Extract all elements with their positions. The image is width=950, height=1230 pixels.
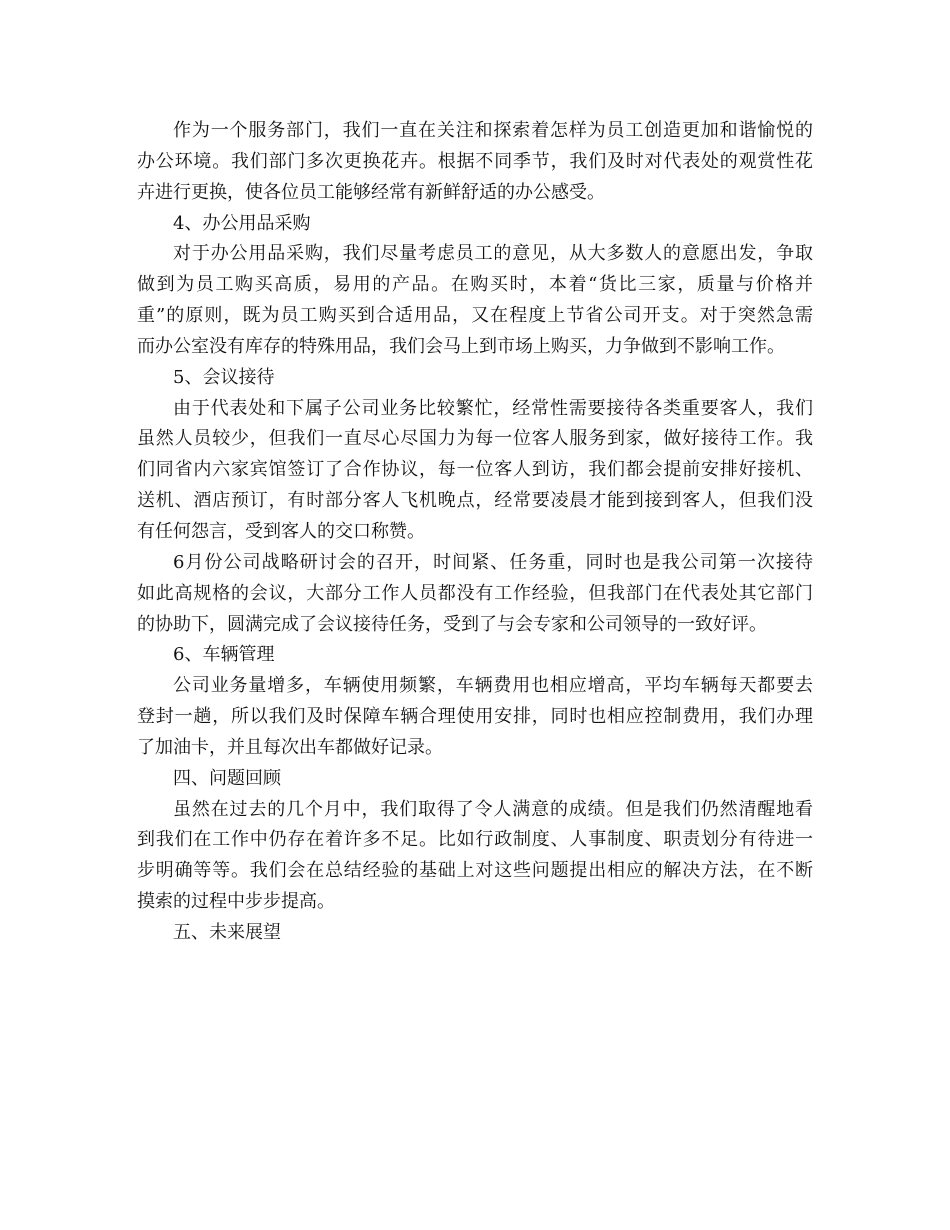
text-line: 公司业务量增多，车辆使用频繁，车辆费用也相应增高，平均车辆每天都要去 <box>173 675 813 697</box>
text-line: 对于办公用品采购，我们尽量考虑员工的意见，从大多数人的意愿出发，争取 <box>173 243 813 265</box>
section-heading: 四、问题回顾 <box>173 767 281 789</box>
text-line: 们同省内六家宾馆签订了合作协议，每一位客人到访，我们都会提前安排好接机、 <box>137 459 813 481</box>
document-page <box>137 116 813 949</box>
text-line: 做到为员工购买高质，易用的产品。在购买时，本着“货比三家，质量与价格并 <box>137 274 813 296</box>
text-line: 步明确等等。我们会在总结经验的基础上对这些问题提出相应的解决方法，在不断 <box>137 860 813 882</box>
text-line: 由于代表处和下属子公司业务比较繁忙，经常性需要接待各类重要客人，我们 <box>173 397 813 419</box>
text-line: 的协助下，圆满完成了会议接待任务，受到了与会专家和公司领导的一致好评。 <box>137 613 767 635</box>
text-line: 虽然人员较少，但我们一直尽心尽国力为每一位客人服务到家，做好接待工作。我 <box>137 428 813 450</box>
section-heading: 4、办公用品采购 <box>173 212 311 234</box>
text-line: 卉进行更换，使各位员工能够经常有新鲜舒适的办公感受。 <box>137 181 605 203</box>
text-line: 而办公室没有库存的特殊用品，我们会马上到市场上购买，力争做到不影响工作。 <box>137 335 785 357</box>
text-line: 重”的原则，既为员工购买到合适用品，又在程度上节省公司开支。对于突然急需 <box>137 305 813 327</box>
text-line: 了加油卡，并且每次出车都做好记录。 <box>137 736 443 758</box>
text-line: 摸索的过程中步步提高。 <box>137 891 335 913</box>
section-heading: 5、会议接待 <box>173 366 275 388</box>
text-line: 6月份公司战略研讨会的召开，时间紧、任务重，同时也是我公司第一次接待 <box>173 551 813 573</box>
text-line: 作为一个服务部门，我们一直在关注和探索着怎样为员工创造更加和谐愉悦的 <box>173 120 813 141</box>
section-heading: 6、车辆管理 <box>173 644 275 666</box>
text-line: 如此高规格的会议，大部分工作人员都没有工作经验，但我部门在代表处其它部门 <box>137 582 813 604</box>
text-line: 送机、酒店预订，有时部分客人飞机晚点，经常要凌晨才能到接到客人，但我们没 <box>137 490 813 512</box>
text-line: 办公环境。我们部门多次更换花卉。根据不同季节，我们及时对代表处的观赏性花 <box>137 150 813 172</box>
text-line: 登封一趟，所以我们及时保障车辆合理使用安排，同时也相应控制费用，我们办理 <box>137 706 813 728</box>
text-line: 有任何怨言，受到客人的交口称赞。 <box>137 520 425 542</box>
text-line: 虽然在过去的几个月中，我们取得了令人满意的成绩。但是我们仍然清醒地看 <box>173 798 813 820</box>
section-heading: 五、未来展望 <box>173 921 281 943</box>
text-line: 到我们在工作中仍存在着许多不足。比如行政制度、人事制度、职责划分有待进一 <box>137 829 813 851</box>
